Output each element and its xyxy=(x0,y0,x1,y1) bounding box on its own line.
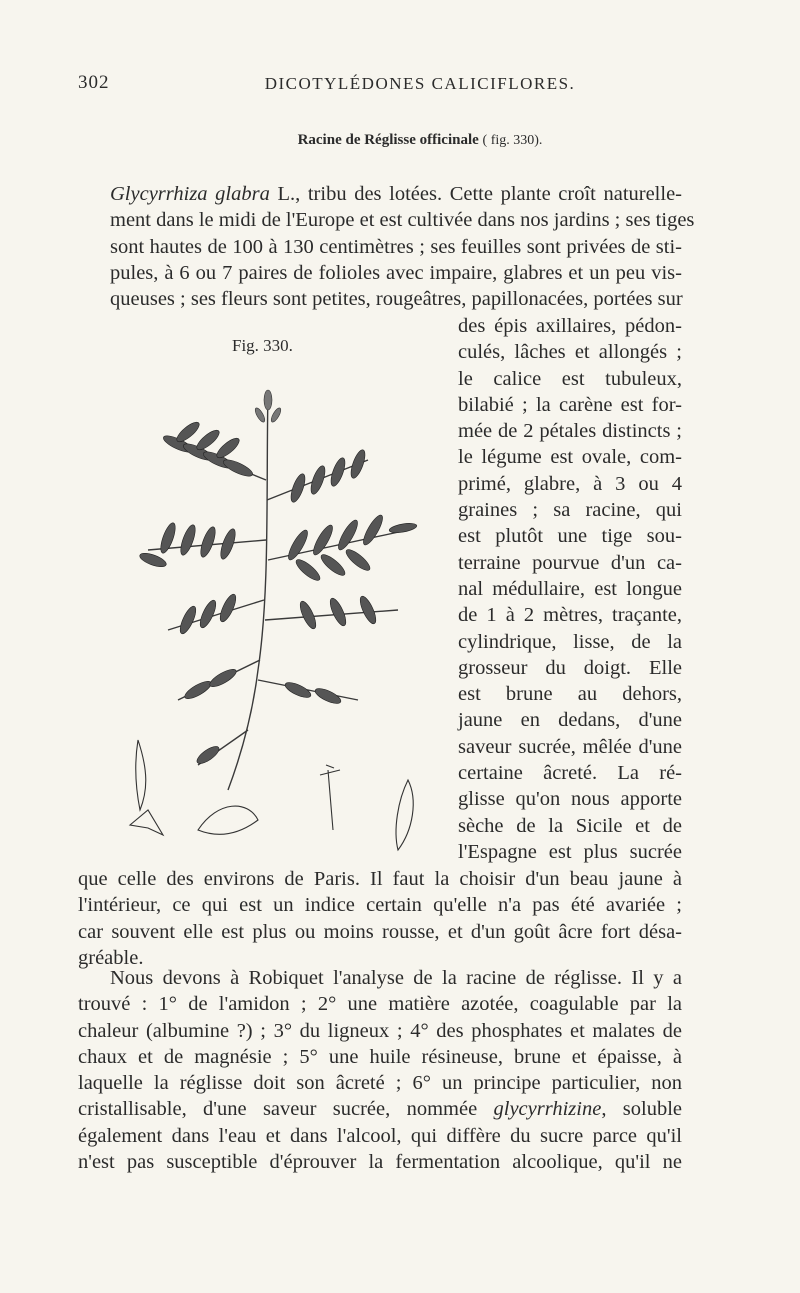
wrapped-column xyxy=(458,313,682,865)
text-line: ment dans le midi de l'Europe et est cultivée dans nos jardins ; ses tiges xyxy=(110,209,695,232)
section-title xyxy=(0,132,800,149)
text-line: l'intérieur, ce qui est un indice certain qu'elle n'a pas été avariée ; xyxy=(78,894,682,917)
species-name: Glycyrrhiza glabra xyxy=(110,183,270,205)
wrapped-text-line: terraine pourvue d'un ca- xyxy=(458,551,682,574)
wrapped-text-line: mée de 2 pétales distincts ; xyxy=(458,420,682,443)
page-number: 302 xyxy=(78,72,110,93)
term-glycyrrhizine: glycyrrhizine xyxy=(493,1098,602,1121)
wrapped-text-line: le calice est tubuleux, xyxy=(458,367,682,390)
wrapped-text-line: grosseur du doigt. Elle xyxy=(458,656,682,679)
text-line: également dans l'eau et dans l'alcool, qui diffère du sucre parce qu'il xyxy=(78,1124,682,1147)
text-line: Glycyrrhiza glabra L., tribu des lotées. Cette plante croît naturelle- xyxy=(110,183,683,205)
wrapped-text-line: jaune en dedans, d'une xyxy=(458,709,682,732)
figure-label: Fig. 330. xyxy=(232,336,293,355)
paragraph-1 xyxy=(78,181,695,312)
wrapped-text-line: est brune au dehors, xyxy=(458,683,682,706)
text-line: chaux et de magnésie ; 5° une huile résineuse, brune et épaisse, à xyxy=(78,1045,682,1068)
running-head: DICOTYLÉDONES CALICIFLORES. xyxy=(264,74,576,93)
wrapped-text-line: des épis axillaires, pédon- xyxy=(458,315,682,337)
text-line: queuses ; ses fleurs sont petites, rougeâtres, papillonacées, portées sur xyxy=(110,288,683,311)
text-line: n'est pas susceptible d'éprouver la fermentation alcoolique, qu'il ne xyxy=(78,1151,682,1174)
licorice-plant-illustration xyxy=(108,370,448,860)
section-fig-ref: ( fig. 330). xyxy=(482,133,543,148)
section-title-text: Racine de Réglisse officinale xyxy=(297,132,479,148)
wrapped-text-line: glisse qu'on nous apporte xyxy=(458,788,682,811)
wrapped-text-line: certaine âcreté. La ré- xyxy=(458,762,682,785)
text-line: Nous devons à Robiquet l'analyse de la racine de réglisse. Il y a xyxy=(110,967,682,989)
text-line: pules, à 6 ou 7 paires de folioles avec impaire, glabres et un peu vis- xyxy=(110,261,682,284)
text-line: chaleur (albumine ?) ; 3° du ligneux ; 4° des phosphates et malates de xyxy=(78,1019,682,1042)
wrapped-text-line: sèche de la Sicile et de xyxy=(458,814,682,837)
paragraph-2 xyxy=(78,866,682,971)
text-line: trouvé : 1° de l'amidon ; 2° une matière azotée, coagulable par la xyxy=(78,993,682,1016)
text-line: cristallisable, d'une saveur sucrée, nommée glycyrrhizine, soluble xyxy=(78,1098,682,1121)
paragraph-3 xyxy=(78,965,682,1175)
wrapped-text-line: nal médullaire, est longue xyxy=(458,577,682,600)
wrapped-text-line: est plutôt une tige sou- xyxy=(458,525,682,548)
wrapped-text-line: graines ; sa racine, qui xyxy=(458,499,682,522)
wrapped-text-line: cylindrique, lisse, de la xyxy=(458,630,682,653)
text-line: que celle des environs de Paris. Il faut la choisir d'un beau jaune à xyxy=(78,868,682,890)
wrapped-text-line: primé, glabre, à 3 ou 4 xyxy=(458,472,682,495)
text-line: car souvent elle est plus ou moins rousse, et d'un goût âcre fort désa- xyxy=(78,920,682,943)
wrapped-text-line: le légume est ovale, com- xyxy=(458,446,682,469)
text-line: sont hautes de 100 à 130 centimètres ; ses feuilles sont privées de sti- xyxy=(110,235,682,258)
text-line: laquelle la réglisse doit son âcreté ; 6° un principe particulier, non xyxy=(78,1072,682,1095)
wrapped-text-line: culés, lâches et allongés ; xyxy=(458,341,682,364)
wrapped-text-line: bilabié ; la carène est for- xyxy=(458,393,682,416)
wrapped-text-line: l'Espagne est plus sucrée xyxy=(458,840,682,863)
wrapped-text-line: saveur sucrée, mêlée d'une xyxy=(458,735,682,758)
wrapped-text-line: de 1 à 2 mètres, traçante, xyxy=(458,604,682,627)
text-line: gréable. xyxy=(78,946,144,969)
